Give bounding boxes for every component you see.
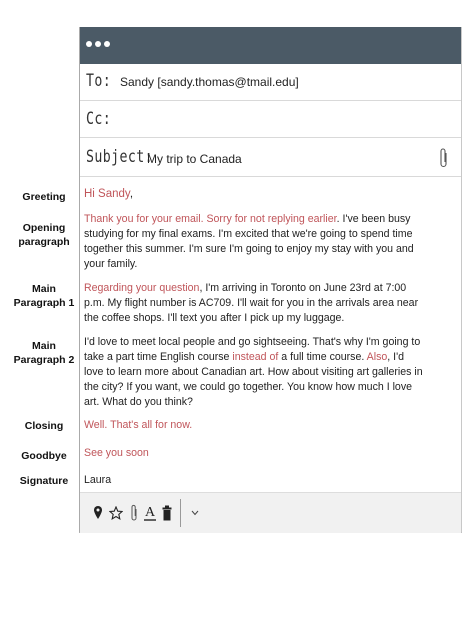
- main2-highlight-2: Also: [366, 351, 388, 363]
- svg-text:A: A: [145, 505, 156, 520]
- label-main1-line2: Paragraph 1: [13, 297, 75, 309]
- cc-row[interactable]: [80, 101, 461, 138]
- goodbye-text: See you soon: [84, 447, 149, 459]
- email-closing[interactable]: [84, 418, 424, 433]
- toolbar-separator: [180, 499, 181, 527]
- attachment-icon[interactable]: [439, 147, 449, 169]
- subject-field[interactable]: My trip to Canada: [147, 152, 242, 166]
- chevron-down-icon[interactable]: [190, 503, 200, 523]
- location-icon[interactable]: [92, 503, 104, 523]
- window-menu-dots-icon[interactable]: [86, 41, 110, 47]
- trash-icon[interactable]: [161, 503, 173, 523]
- label-signature: Signature: [19, 475, 69, 487]
- title-bar: [80, 27, 461, 64]
- opening-text: . I've been busy studying for my final exams. I'm excited that we're going to spend time together this summer. I'm sure I'm going to enjoy my stay with you and your family.: [84, 213, 414, 270]
- label-main1-line1: Main: [32, 283, 56, 295]
- label-goodbye: Goodbye: [21, 450, 67, 462]
- closing-text: Well. That's all for now.: [84, 419, 193, 431]
- label-opening-line1: Opening: [22, 222, 66, 234]
- to-row[interactable]: [80, 64, 461, 101]
- label-main2-line2: Paragraph 2: [13, 354, 75, 366]
- signature-text: Laura: [84, 474, 112, 486]
- email-signature[interactable]: [84, 473, 424, 488]
- email-greeting[interactable]: [84, 187, 424, 202]
- text-format-icon[interactable]: [144, 503, 156, 523]
- main2-highlight-1: instead of: [232, 351, 279, 363]
- subject-row[interactable]: [80, 138, 461, 177]
- label-closing: Closing: [24, 420, 64, 432]
- greeting-punctuation: ,: [129, 188, 134, 200]
- email-main-paragraph-1[interactable]: [84, 281, 424, 326]
- email-main-paragraph-2[interactable]: [84, 335, 424, 410]
- toolbar-attachment-icon[interactable]: [129, 503, 139, 523]
- opening-highlight: Thank you for your email. Sorry for not replying earlier: [84, 213, 337, 225]
- to-label: To:: [86, 71, 112, 91]
- label-main-paragraph-1: [4, 282, 84, 310]
- main1-text: , I'm arriving in Toronto on June 23rd at 7:00 p.m. My flight number is AC709. I'll wait for you in the arrivals area near the coffee shops. I'll text you after I pick up my luggage.: [84, 282, 419, 324]
- label-greeting: Greeting: [22, 191, 66, 203]
- label-opening-line2: paragraph: [18, 236, 70, 248]
- email-goodbye[interactable]: [84, 446, 424, 461]
- compose-toolbar: [80, 492, 461, 533]
- main1-highlight: Regarding your question: [84, 282, 200, 294]
- star-icon[interactable]: [109, 503, 123, 523]
- main2-text-c: , I'd love to learn more about Canadian art. How about visiting art galleries in the city? If you want, we could go together. You know how much I love art. What do you think?: [84, 351, 423, 408]
- main2-text-b: a full time course.: [278, 351, 367, 363]
- to-field[interactable]: Sandy [sandy.thomas@tmail.edu]: [120, 75, 299, 89]
- label-main2-line1: Main: [32, 340, 56, 352]
- label-main-paragraph-2: [4, 339, 84, 367]
- cc-label: Cc:: [86, 109, 112, 129]
- greeting-text: Hi Sandy: [84, 188, 130, 200]
- email-opening-paragraph[interactable]: [84, 212, 424, 272]
- subject-label: Subject:: [86, 147, 153, 167]
- main2-text-a: I'd love to meet local people and go sightseeing. That's why I'm going to take a part time English course: [84, 336, 421, 363]
- label-opening-paragraph: [4, 221, 84, 249]
